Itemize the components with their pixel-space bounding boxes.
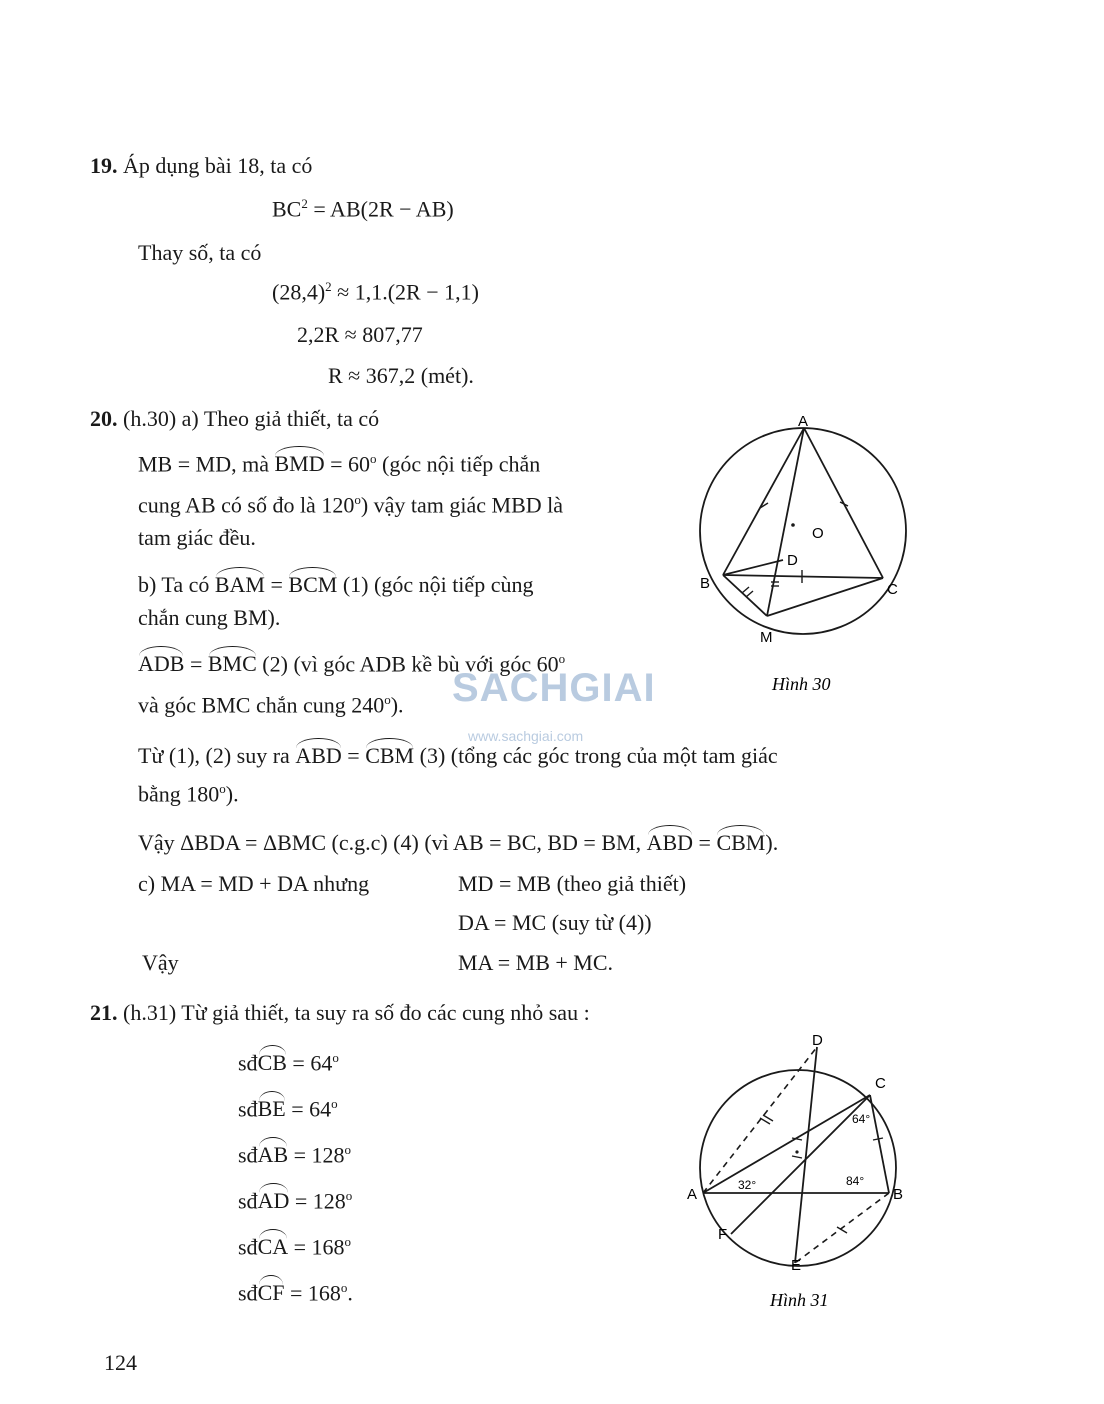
- fig31-caption: Hình 31: [770, 1290, 829, 1310]
- formula-text: ≈ 1,1.(2R − 1,1): [331, 279, 479, 305]
- angle-arc-label: BMC: [207, 651, 257, 677]
- arc-measure-row: [238, 1142, 351, 1168]
- tick-marks: [742, 502, 848, 597]
- problem-21-number: 21.: [90, 1000, 118, 1025]
- arc-measure-row: [238, 1234, 351, 1260]
- sd-label: sđ: [238, 1142, 258, 1168]
- fig30-label-b: B: [700, 575, 711, 592]
- angle-arc-label: ABD: [295, 743, 342, 768]
- fig31-angle-84: 84°: [846, 1174, 865, 1188]
- problem-21-line-1: [90, 1000, 590, 1026]
- formula-text: BC: [272, 196, 302, 222]
- degree: o: [331, 1096, 338, 1111]
- problem-20-head: (h.30) a) Theo giả thiết, ta có: [123, 406, 380, 431]
- text: MB = MD, mà: [138, 451, 275, 477]
- degree: o: [340, 1280, 348, 1295]
- fig30-label-o: O: [812, 525, 824, 542]
- arc-value: = 168: [284, 1280, 341, 1306]
- problem-20-c-result: MA = MB + MC.: [458, 950, 614, 975]
- arc-measure-row: [238, 1050, 339, 1076]
- text: Vậy ΔBDA = ΔBMC (c.g.c) (4) (vì AB = BC, BD = BM,: [138, 830, 647, 855]
- problem-20-c-vay: Vậy: [142, 950, 179, 975]
- fig31-label-c: C: [875, 1075, 886, 1092]
- degree: o: [345, 1188, 353, 1203]
- arc-value: = 168: [288, 1234, 345, 1260]
- formula-exponent: 2: [301, 196, 308, 211]
- sd-label: sđ: [238, 1280, 258, 1306]
- problem-19-substitute: Thay số, ta có: [138, 240, 262, 265]
- problem-20-b-line-4: [138, 692, 404, 718]
- circle-o: [700, 428, 906, 634]
- degree: o: [558, 651, 566, 666]
- problem-20-b-line-1: [138, 572, 533, 598]
- arc-measure-row: [238, 1188, 352, 1214]
- degree: o: [384, 692, 391, 707]
- text: = 60: [324, 451, 371, 477]
- text: (góc nội tiếp chắn: [376, 451, 541, 477]
- center-dot: [795, 1150, 798, 1153]
- angle-arc-label: ADB: [138, 651, 185, 677]
- text: (3) (tổng các góc trong của một tam giác: [414, 743, 778, 768]
- problem-21-head: (h.31) Từ giả thiết, ta suy ra số đo các cung nhỏ sau :: [123, 1000, 590, 1025]
- arc-measure-row: [238, 1096, 338, 1122]
- fig31-angle-64: 64°: [852, 1112, 871, 1126]
- sd-label: sđ: [238, 1234, 258, 1260]
- watermark-url: www.sachgiai.com: [468, 728, 584, 744]
- problem-19-result: R ≈ 367,2 (mét).: [328, 363, 474, 388]
- angle-arc-label: BCM: [288, 572, 338, 597]
- fig30-caption: Hình 30: [772, 674, 831, 694]
- angle-arc-label: CBM: [716, 830, 766, 855]
- problem-20-line-1: [90, 406, 379, 432]
- fig30-label-m: M: [760, 629, 773, 646]
- text: Từ (1), (2) suy ra: [138, 743, 296, 768]
- sd-label: sđ: [238, 1050, 258, 1076]
- arc-label: CF: [257, 1280, 285, 1306]
- problem-20-c-right-1: MD = MB (theo giả thiết): [458, 871, 687, 896]
- fig31-label-a: A: [687, 1186, 698, 1203]
- arc-label: AB: [257, 1142, 289, 1168]
- text: và góc BMC chắn cung 240: [138, 692, 385, 718]
- sd-label: sđ: [238, 1188, 258, 1214]
- watermark-brand: SACHGIAI: [452, 666, 656, 710]
- fig31-label-e: E: [791, 1257, 802, 1274]
- arc-value: = 128: [289, 1188, 346, 1214]
- problem-19-intro: Áp dụng bài 18, ta có: [123, 153, 313, 178]
- figure-30: [690, 410, 920, 700]
- text: =: [265, 572, 289, 597]
- text: ).: [765, 830, 779, 855]
- fig30-label-a: A: [798, 413, 809, 430]
- problem-19-equation-1: [272, 279, 479, 305]
- formula-exponent: 2: [325, 279, 332, 294]
- arc-label: BE: [257, 1096, 286, 1122]
- text: b) Ta có: [138, 572, 215, 597]
- problem-20-a-line-1: [138, 451, 540, 477]
- angle-arc-label: BMD: [274, 451, 325, 477]
- text: ) vậy tam giác MBD là: [360, 492, 564, 518]
- problem-20-a-line-3: tam giác đều.: [138, 525, 256, 550]
- degree: o: [344, 1142, 352, 1157]
- degree: o: [219, 781, 226, 796]
- text: cung AB có số đo là 120: [138, 492, 355, 518]
- figure-31: [680, 1030, 920, 1320]
- problem-20-b-line-2: chắn cung BM).: [138, 605, 281, 630]
- problem-19-number: 19.: [90, 153, 118, 178]
- fig31-label-d: D: [812, 1032, 823, 1049]
- fig30-label-c: C: [887, 581, 898, 598]
- text: bằng 180: [138, 781, 220, 807]
- problem-20-c-left: c) MA = MD + DA nhưng: [138, 871, 370, 896]
- problem-20-c-line-1: [138, 743, 778, 769]
- degree: o: [344, 1234, 352, 1249]
- arc-label: CB: [257, 1050, 287, 1076]
- angle-arc-label: CBM: [365, 743, 415, 768]
- arc-label: CA: [257, 1234, 289, 1260]
- formula-text: (28,4): [272, 279, 326, 305]
- tick-marks: [760, 1115, 883, 1233]
- problem-19-equation-2: 2,2R ≈ 807,77: [297, 322, 423, 347]
- text: ).: [225, 781, 239, 807]
- problem-20-c-right-2: DA = MC (suy từ (4)): [458, 910, 652, 935]
- sd-label: sđ: [238, 1096, 258, 1122]
- problem-20-number: 20.: [90, 406, 118, 431]
- text: =: [341, 743, 366, 768]
- fig30-label-d: D: [787, 552, 798, 569]
- arc-value: = 64: [285, 1096, 332, 1122]
- problem-20-a-line-2: [138, 492, 563, 518]
- text: =: [184, 651, 208, 677]
- fig31-angle-32: 32°: [738, 1178, 757, 1192]
- solid-chords: [703, 1047, 889, 1263]
- text: (2) (vì góc ADB kề bù với góc 60: [256, 651, 559, 677]
- formula-text: = AB(2R − AB): [307, 196, 454, 222]
- problem-20-conclusion: [138, 830, 778, 856]
- text: ).: [390, 692, 404, 718]
- problem-19-formula: [272, 196, 454, 222]
- degree: o: [332, 1050, 339, 1065]
- degree: o: [370, 451, 377, 466]
- dashed-chords: [703, 1047, 889, 1263]
- fig31-label-b: B: [893, 1186, 904, 1203]
- degree: o: [354, 492, 361, 507]
- text: (1) (góc nội tiếp cùng: [337, 572, 534, 597]
- arc-value: = 64: [286, 1050, 333, 1076]
- problem-19-line-1: [90, 153, 312, 179]
- arc-value: = 128: [288, 1142, 345, 1168]
- page-number: 124: [104, 1350, 137, 1375]
- problem-20-c-line-2: [138, 781, 239, 807]
- center-dot: [791, 523, 795, 527]
- angle-arc-label: ABD: [646, 830, 694, 855]
- text: =: [693, 830, 717, 855]
- fig31-label-f: F: [718, 1226, 728, 1243]
- punct: .: [347, 1280, 353, 1306]
- arc-label: AD: [257, 1188, 290, 1214]
- angle-arc-label: BAM: [214, 572, 265, 597]
- arc-measure-row: [238, 1280, 353, 1306]
